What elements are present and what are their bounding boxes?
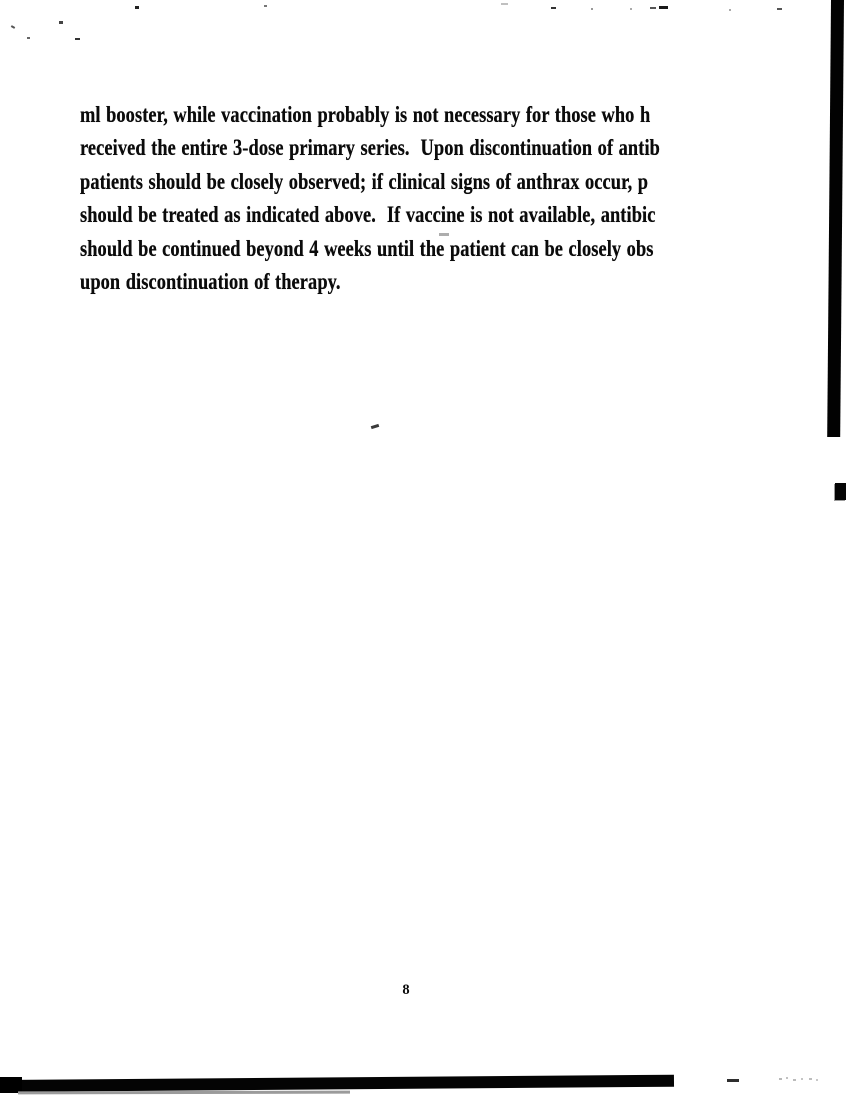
stray-tick-mark <box>371 424 380 429</box>
scan-speckle <box>75 38 80 40</box>
scan-speckle <box>779 1078 782 1080</box>
body-text-block <box>80 98 721 308</box>
text-line-4: should be treated as indicated above. If vaccine is not available, antibic <box>80 202 656 228</box>
scan-speckle <box>729 9 731 11</box>
scan-artifact-right-edge-square <box>835 483 846 500</box>
scan-artifact-bottom-bar <box>0 1075 674 1092</box>
text-line-3: patients should be closely observed; if clinical signs of anthrax occur, p <box>80 168 649 194</box>
text-line-1: ml booster, while vaccination probably is not necessary for those who h <box>80 102 651 127</box>
text-line-2: received the entire 3-dose primary series. Upon discontinuation of antib <box>80 135 660 161</box>
scan-artifact-bottom-bar-shadow <box>18 1090 350 1093</box>
text-line-5: should be continued beyond 4 weeks until the patient can be closely obs <box>80 235 654 261</box>
scan-speckle <box>630 8 632 10</box>
scan-artifact-right-edge-bar <box>827 0 843 437</box>
scan-speckle <box>135 6 139 9</box>
scan-speckle <box>809 1078 812 1080</box>
scan-speckle <box>11 25 15 29</box>
scan-speckle <box>650 7 656 9</box>
scan-speckle <box>786 1077 788 1079</box>
scan-speckle <box>551 7 556 9</box>
scan-speckle <box>27 37 30 39</box>
scan-speckle <box>264 5 267 7</box>
scan-speckle <box>591 8 593 10</box>
scan-artifact-bottom-dash <box>727 1079 739 1082</box>
scan-speckle <box>501 3 508 5</box>
scan-speckle <box>777 8 782 10</box>
scan-speckle <box>801 1078 803 1080</box>
scan-speckle <box>659 6 668 9</box>
page-number: 8 <box>402 982 410 998</box>
scan-speckle <box>793 1079 796 1081</box>
body-text-lines <box>80 98 721 298</box>
scan-speckle <box>59 21 63 24</box>
stray-overline-mark <box>439 233 449 236</box>
text-line-6: upon discontinuation of therapy. <box>80 269 341 295</box>
scan-speckle <box>816 1079 818 1081</box>
